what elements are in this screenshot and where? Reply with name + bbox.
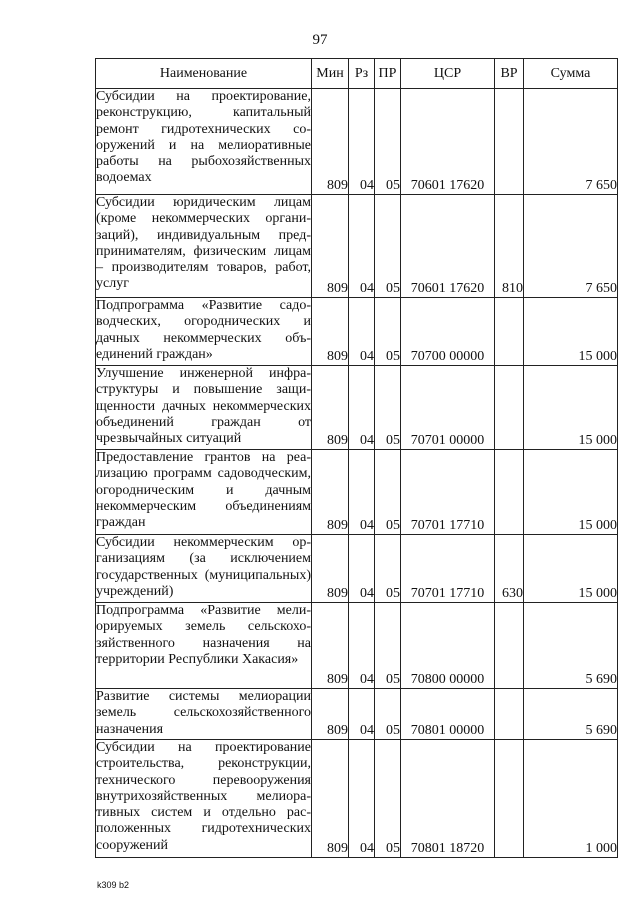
cell-vr: [495, 89, 524, 195]
cell-vr: 810: [495, 195, 524, 298]
footer-code: k309 b2: [97, 880, 130, 890]
page-number: 97: [312, 32, 328, 48]
table-row: [96, 298, 618, 366]
cell-sum: 7 650: [524, 195, 618, 298]
cell-vr: [495, 740, 524, 858]
table-header: [96, 59, 618, 89]
cell-name: Субсидии на проектирование, реконструкцию, капитальный ремонт гидротехнических сооружений и на мелиоративные работы на рыбохозяйственных водоемах: [96, 89, 312, 195]
cell-csr: 70800 00000: [401, 603, 495, 689]
cell-vr: [495, 450, 524, 535]
column-header-pr: ПР: [375, 59, 401, 89]
cell-min: 809: [312, 535, 349, 603]
cell-pr: 05: [375, 366, 401, 450]
cell-vr: [495, 366, 524, 450]
cell-sum: 15 000: [524, 298, 618, 366]
cell-csr: 70601 17620: [401, 89, 495, 195]
cell-rz: 04: [349, 366, 375, 450]
cell-vr: 630: [495, 535, 524, 603]
cell-min: 809: [312, 740, 349, 858]
cell-vr: [495, 298, 524, 366]
column-header-rz: Рз: [349, 59, 375, 89]
cell-sum: 15 000: [524, 535, 618, 603]
cell-pr: 05: [375, 450, 401, 535]
cell-min: 809: [312, 366, 349, 450]
cell-min: 809: [312, 689, 349, 740]
cell-name: Подпрограмма «Развитие садоводческих, огороднических и дачных некоммерческих объединений граждан»: [96, 298, 312, 366]
cell-sum: 5 690: [524, 689, 618, 740]
cell-name: Подпрограмма «Развитие мелиорируемых земель сельскохозяйственного назначения на территории Республики Хакасия»: [96, 603, 312, 689]
column-header-sum: Сумма: [524, 59, 618, 89]
cell-pr: 05: [375, 298, 401, 366]
cell-pr: 05: [375, 689, 401, 740]
cell-name: Развитие системы мелиорации земель сельскохозяйственного назначения: [96, 689, 312, 740]
table-row: [96, 366, 618, 450]
cell-csr: 70701 17710: [401, 450, 495, 535]
table-row: [96, 535, 618, 603]
column-header-min: Мин: [312, 59, 349, 89]
table-row: [96, 195, 618, 298]
cell-pr: 05: [375, 535, 401, 603]
cell-pr: 05: [375, 603, 401, 689]
cell-pr: 05: [375, 195, 401, 298]
cell-rz: 04: [349, 195, 375, 298]
cell-vr: [495, 689, 524, 740]
cell-sum: 15 000: [524, 450, 618, 535]
cell-sum: 1 000: [524, 740, 618, 858]
cell-csr: 70601 17620: [401, 195, 495, 298]
column-header-name: Наименование: [96, 59, 312, 89]
cell-rz: 04: [349, 689, 375, 740]
cell-rz: 04: [349, 298, 375, 366]
column-header-csr: ЦСР: [401, 59, 495, 89]
table-row: [96, 89, 618, 195]
cell-sum: 7 650: [524, 89, 618, 195]
cell-name: Субсидии на проектирование строительства, реконструкции, технического перевооружения внутрихозяйственных мелиоративных систем и отдельно расположенных гидротехнических сооружений: [96, 740, 312, 858]
table-row: [96, 603, 618, 689]
cell-csr: 70701 00000: [401, 366, 495, 450]
cell-rz: 04: [349, 89, 375, 195]
cell-rz: 04: [349, 450, 375, 535]
column-header-vr: ВР: [495, 59, 524, 89]
cell-csr: 70701 17710: [401, 535, 495, 603]
cell-min: 809: [312, 603, 349, 689]
cell-name: Улучшение инженерной инфраструктуры и повышение защищенности дачных некоммерческих объединений граждан от чрезвычайных ситуаций: [96, 366, 312, 450]
cell-pr: 05: [375, 740, 401, 858]
budget-table: [95, 58, 618, 858]
cell-rz: 04: [349, 535, 375, 603]
cell-min: 809: [312, 450, 349, 535]
table-row: [96, 450, 618, 535]
cell-rz: 04: [349, 740, 375, 858]
cell-pr: 05: [375, 89, 401, 195]
cell-min: 809: [312, 89, 349, 195]
cell-sum: 5 690: [524, 603, 618, 689]
cell-min: 809: [312, 298, 349, 366]
cell-name: Субсидии некоммерческим организациям (за исключением государственных (муниципальных) учреждений): [96, 535, 312, 603]
cell-rz: 04: [349, 603, 375, 689]
table-row: [96, 740, 618, 858]
cell-csr: 70700 00000: [401, 298, 495, 366]
cell-min: 809: [312, 195, 349, 298]
cell-name: Предоставление грантов на реализацию программ садоводческим, огородническим и дачным некоммерческим объединениям граждан: [96, 450, 312, 535]
cell-csr: 70801 18720: [401, 740, 495, 858]
cell-name: Субсидии юридическим лицам (кроме некоммерческих организаций), индивидуальным предпринимателям, физическим лицам – производителям товаров, работ, услуг: [96, 195, 312, 298]
table-row: [96, 689, 618, 740]
cell-vr: [495, 603, 524, 689]
table-body: [96, 89, 618, 858]
cell-sum: 15 000: [524, 366, 618, 450]
cell-csr: 70801 00000: [401, 689, 495, 740]
